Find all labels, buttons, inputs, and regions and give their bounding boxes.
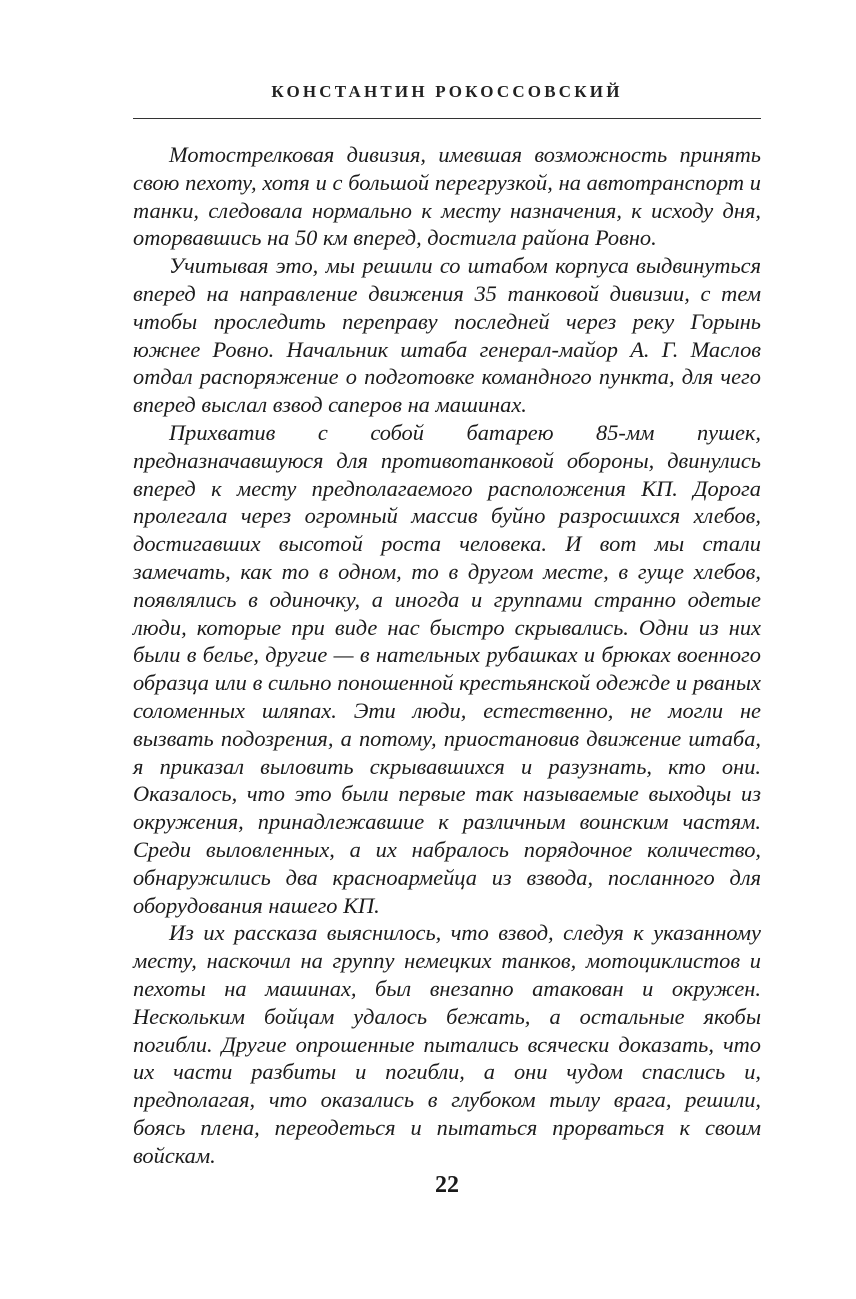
running-head-title: КОНСТАНТИН РОКОССОВСКИЙ [271,82,623,101]
paragraph-4: Из их рассказа выяснилось, что взвод, следуя к указанному месту, наскочил на группу немецких танков, мотоциклистов и пехоты на машинах, был внезапно атакован и окружен. Нескольким бойцам удалось бежать, а остальные якобы погибли. Другие опрошенные пытались всячески доказать, что их части разбиты и погибли, а они чудом спаслись и, предполагая, что оказались в глубоком тылу врага, решили, боясь плена, переодеться и пытаться прорваться к своим войскам. [133,920,761,1168]
body-text [133,141,761,1169]
paragraph-2: Учитывая это, мы решили со штабом корпуса выдвинуться вперед на направление движения 35 танковой дивизии, с тем чтобы проследить переправу последней через реку Горынь южнее Ровно. Начальник штаба генерал-майор А. Г. Маслов отдал распоряжение о подготовке командного пункта, для чего вперед выслал взвод саперов на машинах. [133,253,761,418]
paragraph-1: Мотострелковая дивизия, имевшая возможность принять свою пехоту, хотя и с большой перегрузкой, на автотранспорт и танки, следовала нормально к месту назначения, к исходу дня, оторвавшись на 50 км вперед, достигла района Ровно. [133,142,761,251]
paragraph-3: Прихватив с собой батарею 85-мм пушек, предназначавшуюся для противотанковой обороны, двинулись вперед к месту предполагаемого расположения КП. Дорога пролегала через огромный массив буйно разросшихся хлебов, достигавших высотой роста человека. И вот мы стали замечать, как то в одном, то в другом месте, в гуще хлебов, появлялись в одиночку, а иногда и группами странно одетые люди, которые при виде нас быстро скрывались. Одни из них были в белье, другие — в нательных рубашках и брюках военного образца или в сильно поношенной крестьянской одежде и рваных соломенных шляпах. Эти люди, естественно, не могли не вызвать подозрения, а потому, приостановив движение штаба, я приказал выловить скрывавшихся и разузнать, кто они. Оказалось, что это были первые так называемые выходцы из окружения, принадлежавшие к различным воинским частям. Среди выловленных, а их набралось порядочное количество, обнаружились два красноармейца из взвода, посланного для оборудования нашего КП. [133,419,761,918]
page-number: 22 [435,1172,459,1198]
header-rule [133,118,761,119]
